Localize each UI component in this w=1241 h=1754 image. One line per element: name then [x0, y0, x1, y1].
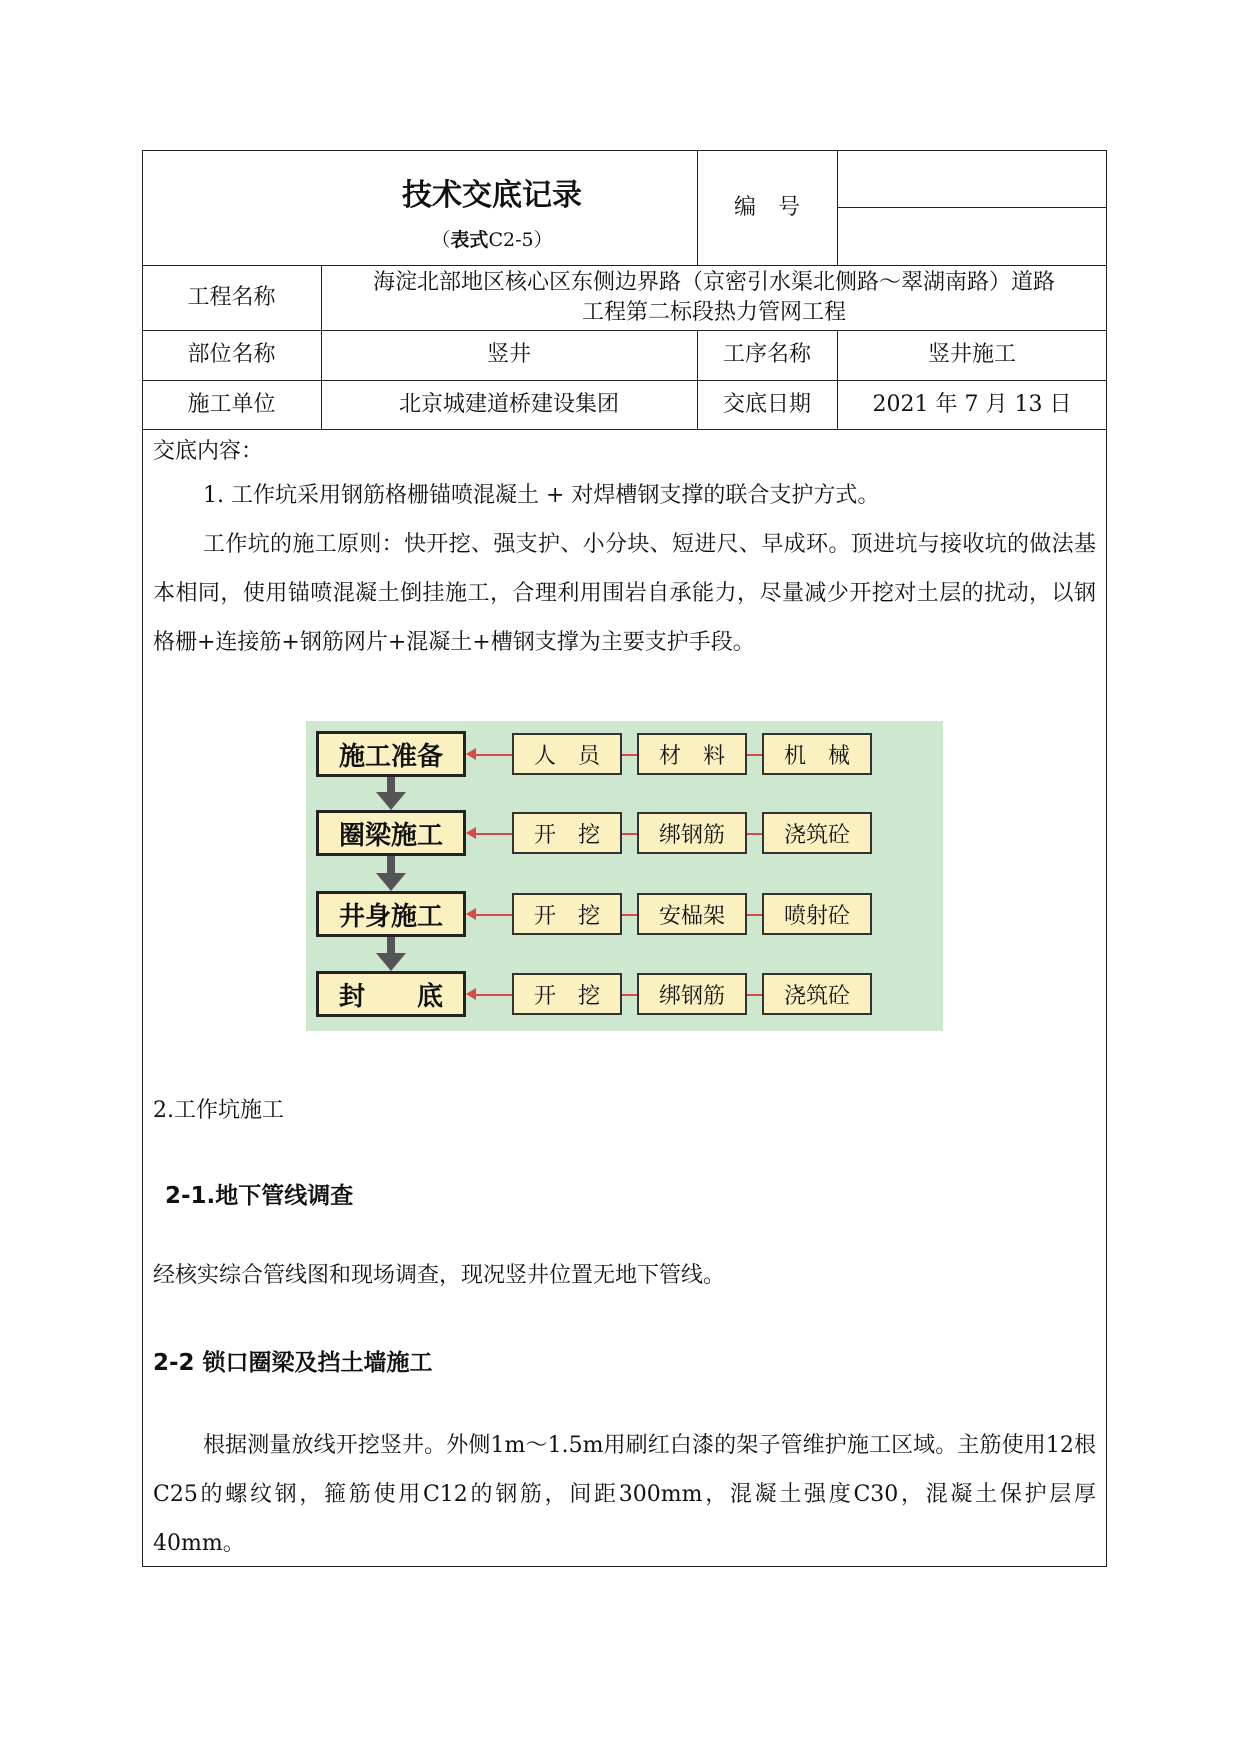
flow-connector-4-2 — [622, 994, 637, 996]
flow-connector-2-2 — [622, 833, 637, 835]
flow-down-arrow-3 — [376, 953, 406, 971]
flow-down-shaft-3 — [387, 937, 395, 953]
flow-connector-1-3 — [747, 754, 762, 756]
section-2-2-heading: 2-2 锁口圈梁及挡土墙施工 — [153, 1350, 433, 1376]
form-code-label: 表式 — [450, 229, 489, 251]
content-label: 交底内容： — [153, 439, 264, 464]
number-label: 编 号 — [733, 194, 800, 220]
project-name-line-2: 工程第二标段热力管网工程 — [581, 299, 846, 325]
flow-connector-2-3 — [747, 833, 762, 835]
flow-step-2-item-1: 开 挖 — [512, 812, 622, 854]
row-line-unit — [142, 429, 1107, 430]
flow-step-4-item-3: 浇筑砼 — [762, 973, 872, 1015]
flow-down-arrow-1 — [376, 792, 406, 810]
section-2-2-text: 根据测量放线开挖竖井。外侧1m～1.5m用刷红白漆的架子管维护施工区域。主筋使用12根C25的螺纹钢，箍筋使用C12的钢筋，间距300mm，混凝土强度C30，混凝土保护层厚40mm。 — [153, 1433, 1096, 1556]
flow-step-1-item-1: 人 员 — [512, 733, 622, 775]
flow-connector-1-1 — [476, 754, 512, 756]
flow-step-3: 井身施工 — [316, 891, 466, 937]
project-name-value — [321, 265, 1107, 330]
flow-step-1-item-2: 材 料 — [637, 733, 747, 775]
flow-step-4-item-2: 绑钢筋 — [637, 973, 747, 1015]
part-name-value: 竖井 — [486, 342, 531, 367]
flow-down-arrow-2 — [376, 873, 406, 891]
process-name-label: 工序名称 — [722, 342, 811, 367]
number-field-1 — [837, 150, 1107, 207]
flow-step-1: 施工准备 — [316, 731, 466, 777]
construction-flowchart — [306, 721, 943, 1031]
flow-connector-1-2 — [622, 754, 637, 756]
flow-step-3-item-1: 开 挖 — [512, 893, 622, 935]
flow-connector-4-3 — [747, 994, 762, 996]
document-title: 技术交底记录 — [402, 178, 582, 213]
flow-arrow-head-1 — [466, 748, 476, 760]
form-code-value: C2-5 — [488, 229, 534, 251]
section-2-1-heading: 2-1.地下管线调查 — [165, 1183, 354, 1209]
flow-step-2-item-3: 浇筑砼 — [762, 812, 872, 854]
part-name-label: 部位名称 — [187, 342, 276, 367]
flow-arrow-head-3 — [466, 908, 476, 920]
flow-step-4-item-1: 开 挖 — [512, 973, 622, 1015]
briefing-date-value: 2021 年 7 月 13 日 — [872, 391, 1072, 417]
process-name-value: 竖井施工 — [927, 342, 1016, 367]
section-2-1-text: 经核实综合管线图和现场调查，现况竖井位置无地下管线。 — [153, 1263, 726, 1288]
flow-down-shaft-2 — [387, 856, 395, 873]
flow-connector-2-1 — [476, 833, 512, 835]
construction-principle: 工作坑的施工原则：快开挖、强支护、小分块、短进尺、早成环。顶进坑与接收坑的做法基本相同，使用锚喷混凝土倒挂施工，合理利用围岩自承能力，尽量减少开挖对土层的扰动，以钢格栅+连接筋+钢筋网片+混凝土+槽钢支撑为主要支护手段。 — [153, 532, 1096, 655]
flow-connector-3-3 — [747, 914, 762, 916]
flow-step-4: 封 底 — [316, 971, 466, 1017]
flow-arrow-head-4 — [466, 988, 476, 1000]
briefing-date-label: 交底日期 — [722, 391, 811, 417]
construction-unit-label: 施工单位 — [187, 391, 276, 417]
flow-step-2-item-2: 绑钢筋 — [637, 812, 747, 854]
number-field-2 — [837, 207, 1107, 265]
flow-step-1-item-3: 机 械 — [762, 733, 872, 775]
flow-step-3-item-3: 喷射砼 — [762, 893, 872, 935]
flow-down-shaft-1 — [387, 777, 395, 792]
flow-step-2: 圈梁施工 — [316, 810, 466, 856]
flow-connector-3-2 — [622, 914, 637, 916]
project-name-label: 工程名称 — [187, 284, 276, 310]
content-item-1: 1. 工作坑采用钢筋格栅锚喷混凝土 + 对焊槽钢支撑的联合支护方式。 — [203, 483, 880, 508]
flow-connector-3-1 — [476, 914, 512, 916]
form-code: （表式C2-5） — [431, 229, 553, 251]
flow-step-3-item-2: 安榀架 — [637, 893, 747, 935]
project-name-line-1: 海淀北部地区核心区东侧边界路（京密引水渠北侧路～翠湖南路）道路 — [372, 269, 1055, 295]
section-2-heading: 2.工作坑施工 — [153, 1098, 284, 1123]
flow-connector-4-1 — [476, 994, 512, 996]
construction-unit-value: 北京城建道桥建设集团 — [398, 391, 619, 417]
flow-arrow-head-2 — [466, 827, 476, 839]
